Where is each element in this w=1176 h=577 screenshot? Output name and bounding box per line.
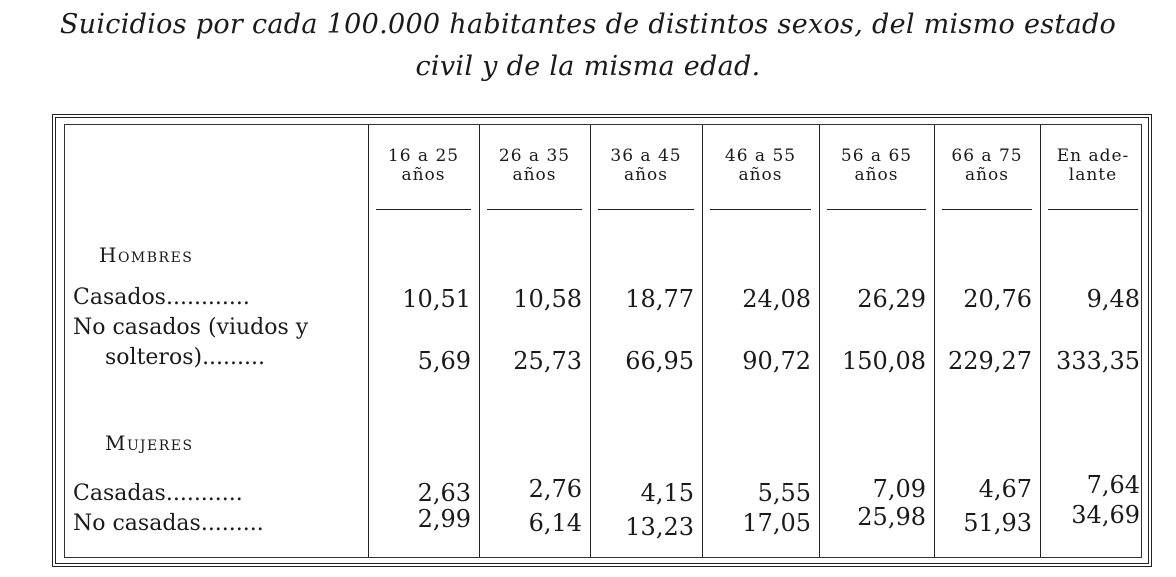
column-header (819, 147, 934, 185)
table-cell: 26,29 (857, 285, 926, 313)
column-header-unit: años (401, 165, 446, 185)
table-cell: 9,48 (1086, 285, 1140, 313)
table-cell: 24,08 (742, 285, 811, 313)
table-cell: 25,73 (513, 347, 582, 375)
row-label-casados: Casados............ (73, 285, 250, 310)
table-cell: 2,63 (417, 479, 471, 507)
table-cell: 13,23 (625, 513, 694, 541)
table-cell: 5,69 (417, 347, 471, 375)
table-cell: 34,69 (1071, 501, 1140, 529)
row-label-no-casadas: No casadas......... (73, 511, 264, 536)
column-header-range: 16 a 25 (387, 146, 460, 166)
table-cell: 20,76 (963, 285, 1032, 313)
header-rule (827, 209, 926, 210)
table-cell: 66,95 (625, 347, 694, 375)
column-header-range: 26 a 35 (498, 146, 571, 166)
column-header (702, 147, 819, 185)
table-cell: 7,64 (1086, 471, 1140, 499)
column-header-range: 46 a 55 (724, 146, 797, 166)
table-cell: 5,55 (757, 479, 811, 507)
column-header (1040, 147, 1146, 185)
row-label-no-casados: No casados (viudos y (73, 315, 309, 340)
table-cell: 4,67 (978, 475, 1032, 503)
header-rule (942, 209, 1032, 210)
header-rule (710, 209, 811, 210)
table-cell: 150,08 (842, 347, 926, 375)
title-line-2: civil y de la misma edad. (415, 51, 761, 82)
table-cell: 6,14 (528, 509, 582, 537)
header-rule (1048, 209, 1138, 210)
table-frame (52, 114, 1152, 567)
statistics-table (64, 124, 1142, 558)
column-header-range: En ade- (1056, 146, 1130, 166)
table-cell: 7,09 (872, 475, 926, 503)
table-cell: 10,51 (402, 285, 471, 313)
row-label-casadas: Casadas........... (73, 481, 243, 506)
column-header-range: 66 a 75 (951, 146, 1023, 166)
column-header (934, 147, 1040, 185)
column-header-unit: años (964, 165, 1010, 185)
page-title (0, 4, 1176, 88)
table-cell: 18,77 (625, 285, 694, 313)
header-rule (487, 209, 582, 210)
table-cell: 2,76 (528, 475, 582, 503)
column-header (590, 147, 702, 185)
column-header-unit: años (854, 165, 899, 185)
table-cell: 25,98 (857, 503, 926, 531)
title-line-1: Suicidios por cada 100.000 habitantes de distintos sexos, del mismo estado (59, 9, 1117, 40)
table-cell: 10,58 (513, 285, 582, 313)
table-cell: 17,05 (742, 509, 811, 537)
table-cell: 333,35 (1056, 347, 1140, 375)
section-label-mujeres: Mujeres (105, 431, 194, 455)
column-header-unit: lante (1068, 165, 1118, 185)
column-header (368, 147, 479, 185)
header-rule (598, 209, 694, 210)
column-header-unit: años (623, 165, 669, 185)
table-cell: 90,72 (742, 347, 811, 375)
column-header-unit: años (512, 165, 557, 185)
table-cell: 229,27 (948, 347, 1032, 375)
header-rule (376, 209, 471, 210)
table-cell: 4,15 (640, 479, 694, 507)
row-label-no-casados-cont: solteros)......... (105, 345, 266, 370)
column-header-unit: años (738, 165, 783, 185)
section-label-hombres: Hombres (99, 243, 194, 267)
table-cell: 2,99 (417, 505, 471, 533)
column-header-range: 36 a 45 (610, 146, 682, 166)
table-cell: 51,93 (963, 509, 1032, 537)
column-header-range: 56 a 65 (840, 146, 913, 166)
column-header (479, 147, 590, 185)
